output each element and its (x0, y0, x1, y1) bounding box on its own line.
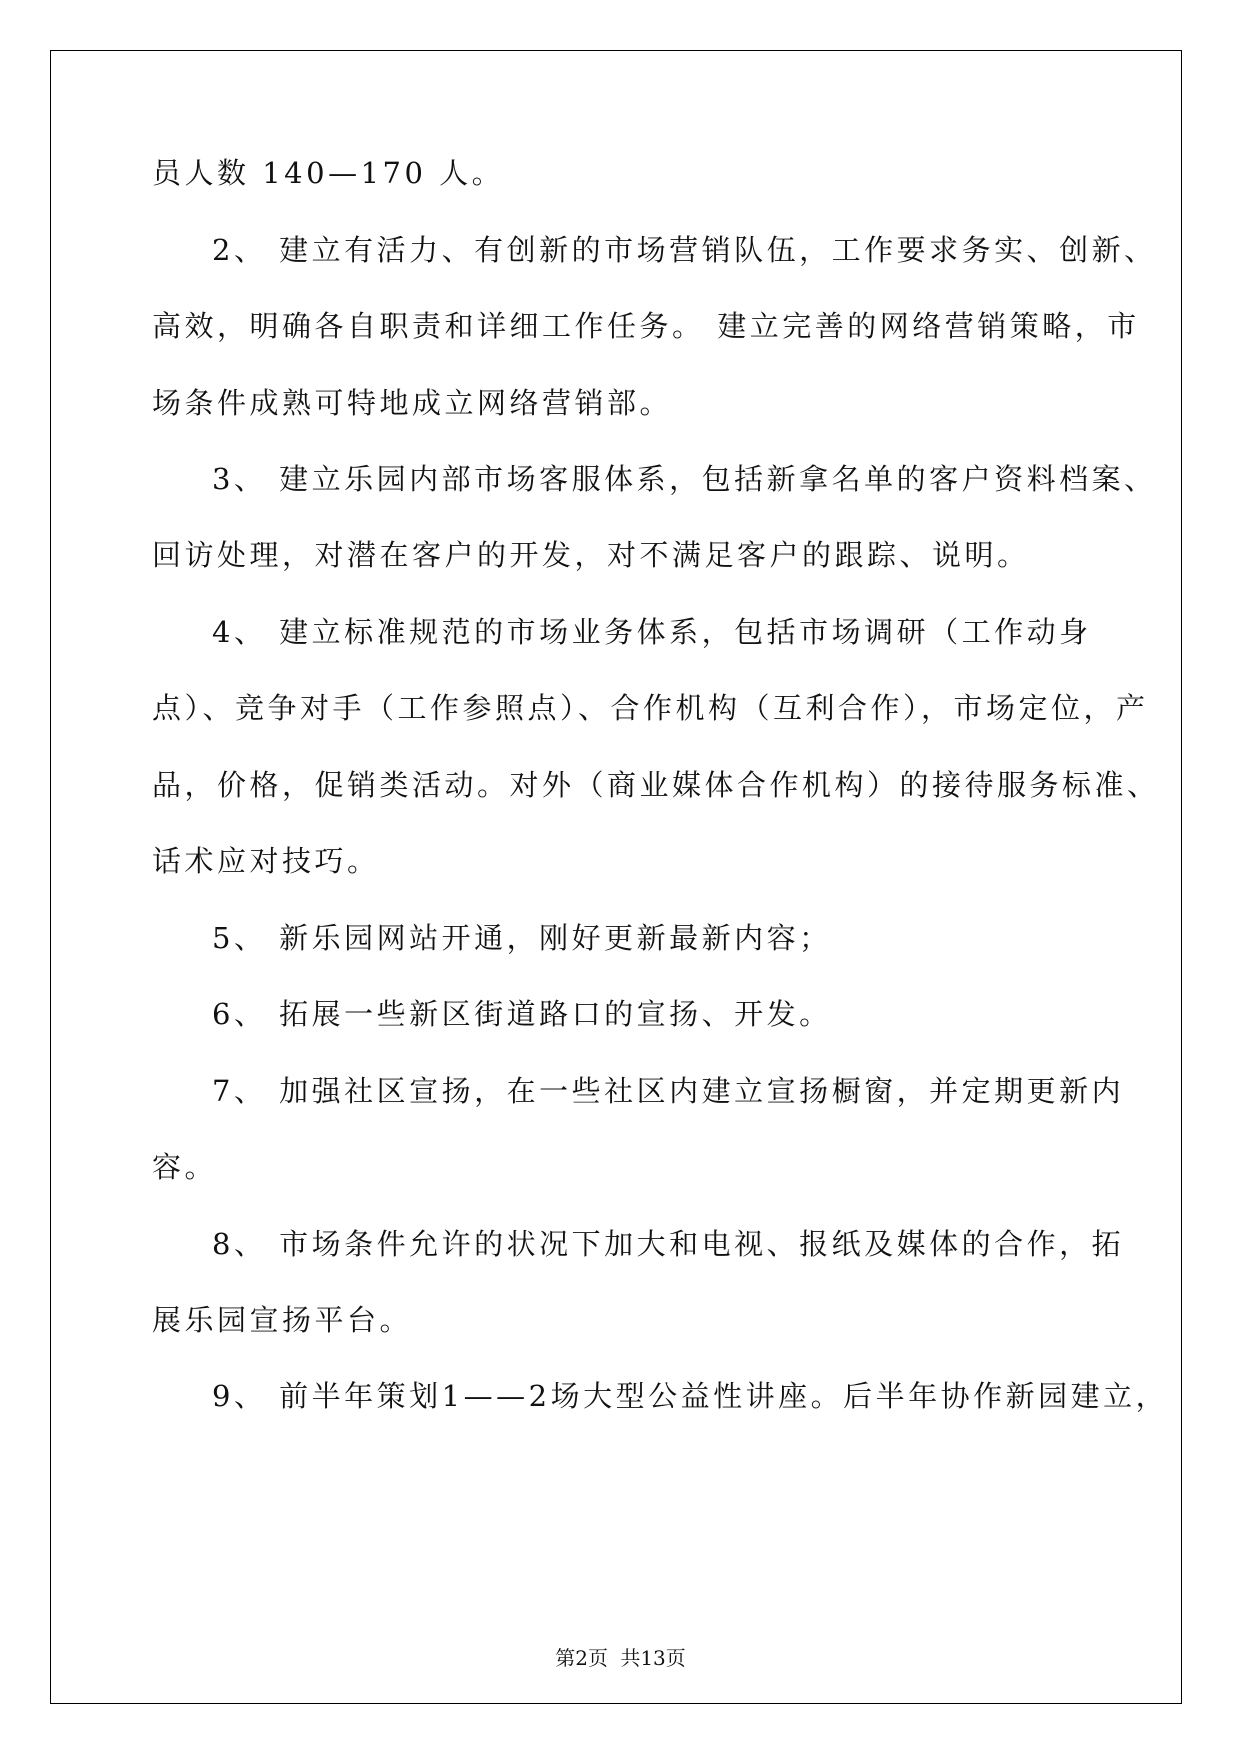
text-line: 话术应对技巧。 (152, 844, 380, 878)
text-line: 高效，明确各自职责和详细工作任务。 建立完善的网络营销策略，市 (152, 309, 1140, 343)
text-line: 5、 新乐园网站开通，刚好更新最新内容； (212, 921, 832, 955)
text-line: 7、 加强社区宣扬，在一些社区内建立宣扬橱窗，并定期更新内 (212, 1074, 1125, 1108)
text-line: 品，价格，促销类活动。对外（商业媒体合作机构）的接待服务标准、 (152, 768, 1160, 802)
text-line: 3、 建立乐园内部市场客服体系，包括新拿名单的客户资料档案、 (212, 462, 1157, 496)
text-line: 点）、竞争对手（工作参照点）、合作机构（互利合作），市场定位，产 (152, 691, 1149, 725)
text-line: 场条件成熟可特地成立网络营销部。 (152, 386, 673, 420)
text-line: 展乐园宣扬平台。 (152, 1303, 413, 1337)
text-line: 员人数 140—170 人。 (152, 156, 505, 190)
text-line: 6、 拓展一些新区街道路口的宣扬、开发。 (212, 997, 832, 1031)
page-footer: 第2页 共13页 (555, 1646, 686, 1670)
text-line: 4、 建立标准规范的市场业务体系，包括市场调研（工作动身 (212, 615, 1092, 649)
text-line: 8、 市场条件允许的状况下加大和电视、报纸及媒体的合作，拓 (212, 1227, 1125, 1261)
text-line: 2、 建立有活力、有创新的市场营销队伍，工作要求务实、创新、 (212, 233, 1157, 267)
text-line: 9、 前半年策划1——2场大型公益性讲座。后半年协作新园建立， (212, 1379, 1169, 1413)
text-line: 回访处理，对潜在客户的开发，对不满足客户的跟踪、说明。 (152, 538, 1030, 572)
text-line: 容。 (152, 1150, 218, 1184)
